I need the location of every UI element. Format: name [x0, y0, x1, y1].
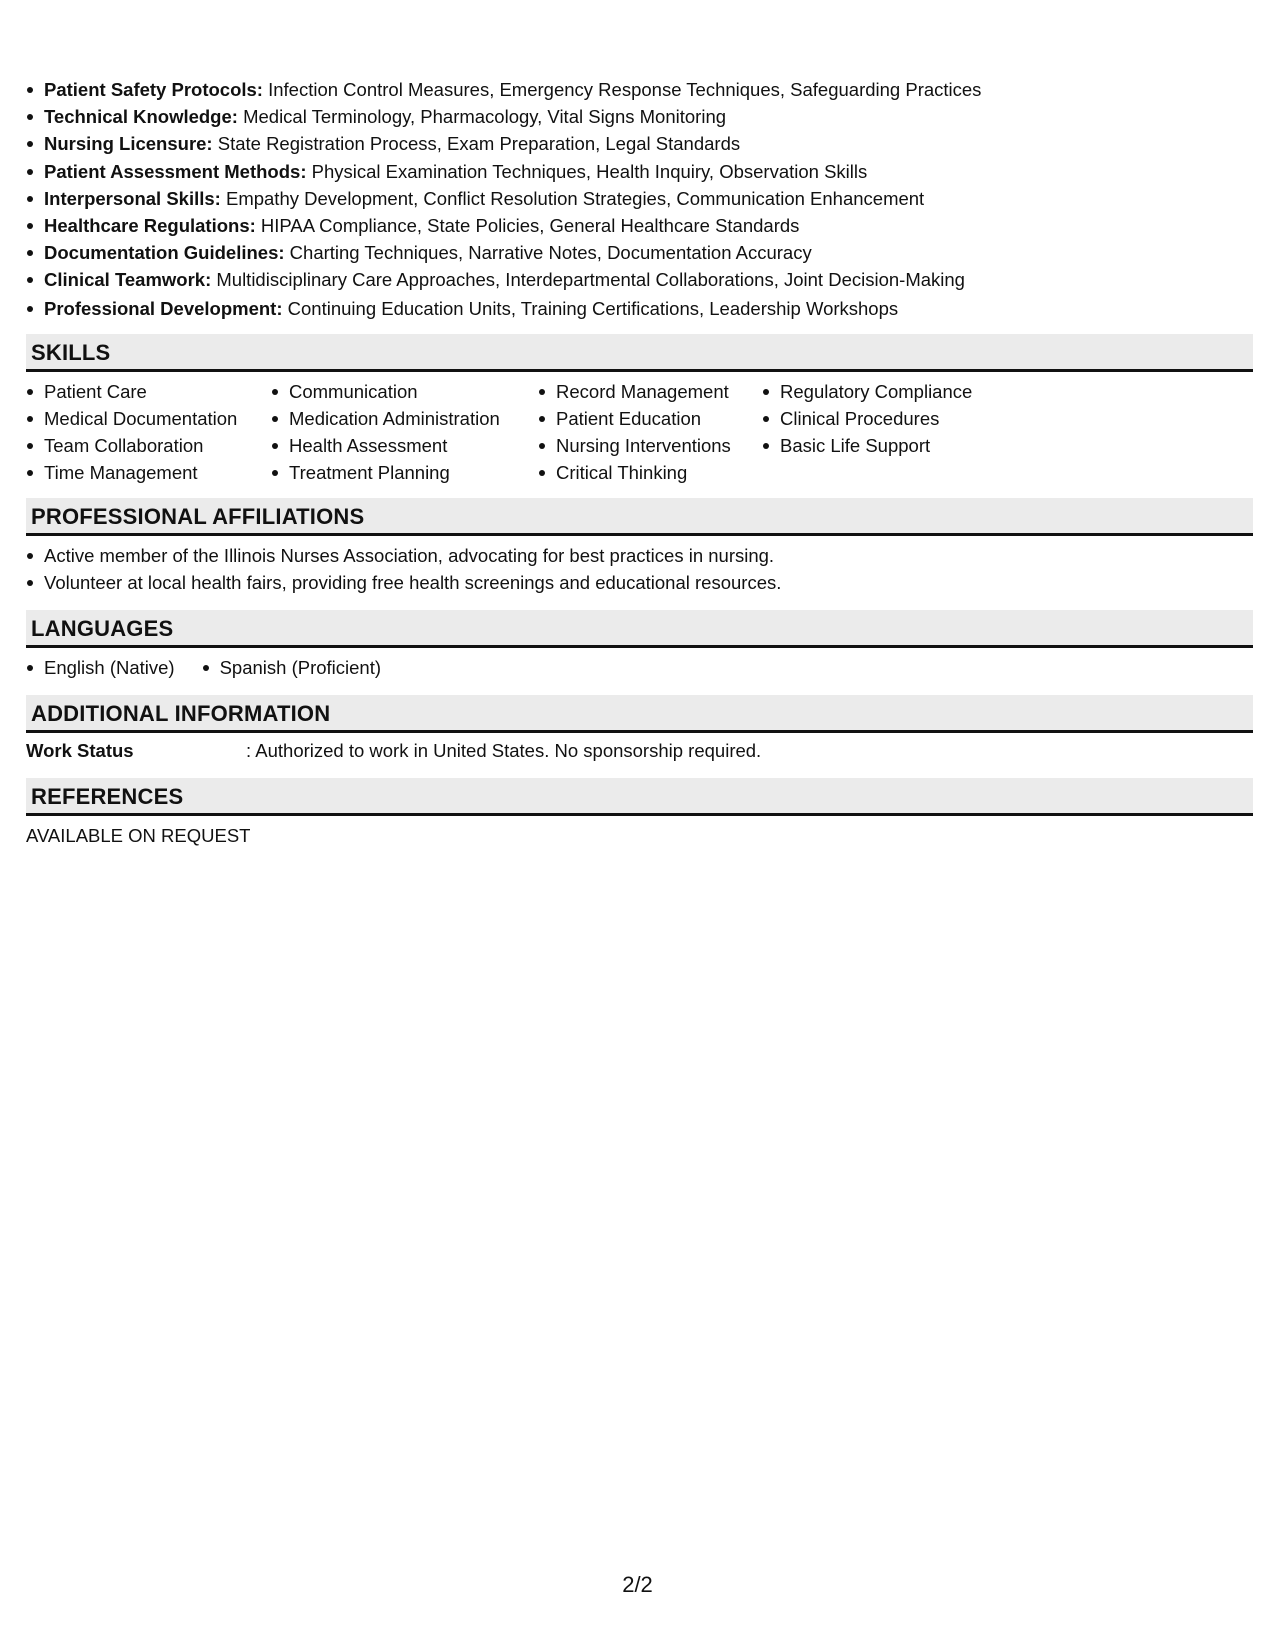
- skill-item: Health Assessment: [271, 432, 538, 459]
- skill-item: Medical Documentation: [26, 405, 271, 432]
- item-text: HIPAA Compliance, State Policies, General Healthcare Standards: [260, 215, 800, 237]
- item-text: Medical Terminology, Pharmacology, Vital Signs Monitoring: [243, 106, 727, 128]
- skill-item: Medication Administration: [271, 405, 538, 432]
- list-item: [26, 295, 1253, 322]
- item-text: Multidisciplinary Care Approaches, Interdepartmental Collaborations, Joint Decision-Making: [216, 269, 965, 291]
- item-text: Physical Examination Techniques, Health Inquiry, Observation Skills: [311, 160, 868, 182]
- list-item: [26, 130, 1253, 157]
- list-item: [26, 239, 1253, 266]
- item-label: Clinical Teamwork:: [44, 269, 212, 291]
- skills-column: [26, 378, 271, 486]
- skill-item: Regulatory Compliance: [762, 378, 1022, 405]
- item-label: Documentation Guidelines:: [44, 242, 285, 264]
- affiliations-section-header: [26, 498, 1253, 536]
- item-label: Patient Safety Protocols:: [44, 79, 263, 100]
- work-status-value: : Authorized to work in United States. No sponsorship required.: [246, 739, 762, 761]
- item-label: Interpersonal Skills:: [44, 187, 221, 209]
- skill-item: Clinical Procedures: [762, 405, 1022, 432]
- list-item: [26, 76, 1253, 103]
- item-label: Patient Assessment Methods:: [44, 160, 307, 182]
- page-number: 2/2: [622, 1572, 653, 1597]
- language-item: Spanish (Proficient): [202, 654, 381, 681]
- references-section-header: [26, 778, 1253, 816]
- affiliations-list: [26, 542, 1253, 596]
- work-status-row: [26, 737, 1253, 764]
- section-title: PROFESSIONAL AFFILIATIONS: [31, 503, 365, 529]
- item-text: State Registration Process, Exam Preparation, Legal Standards: [217, 133, 741, 155]
- work-status-label: Work Status: [26, 739, 134, 761]
- list-item: [26, 266, 1253, 293]
- item-text: Empathy Development, Conflict Resolution Strategies, Communication Enhancement: [225, 187, 925, 209]
- item-text: Infection Control Measures, Emergency Response Techniques, Safeguarding Practices: [268, 79, 982, 100]
- list-item: Volunteer at local health fairs, providing free health screenings and educational resources.: [26, 569, 1253, 596]
- skill-item: Patient Care: [26, 378, 271, 405]
- skill-item: Nursing Interventions: [538, 432, 762, 459]
- item-text: Continuing Education Units, Training Certifications, Leadership Workshops: [287, 297, 899, 319]
- skill-item: Time Management: [26, 459, 271, 486]
- skill-item: Treatment Planning: [271, 459, 538, 486]
- skills-column: [762, 378, 1022, 486]
- item-label: Professional Development:: [44, 297, 283, 319]
- item-label: Nursing Licensure:: [44, 133, 213, 155]
- item-label: Technical Knowledge:: [44, 106, 238, 128]
- list-item: [26, 212, 1253, 239]
- section-title: LANGUAGES: [31, 615, 174, 641]
- skills-column: [538, 378, 762, 486]
- skill-item: Team Collaboration: [26, 432, 271, 459]
- list-item: [26, 185, 1253, 212]
- section-title: REFERENCES: [31, 783, 184, 809]
- list-item: Active member of the Illinois Nurses Association, advocating for best practices in nursing.: [26, 542, 1253, 569]
- item-text: Charting Techniques, Narrative Notes, Documentation Accuracy: [289, 242, 812, 264]
- resume-page: [26, 76, 1253, 849]
- references-text: AVAILABLE ON REQUEST: [26, 824, 251, 846]
- skills-column: [271, 378, 538, 486]
- list-item: [26, 158, 1253, 185]
- languages-section-header: [26, 610, 1253, 648]
- skill-item: Communication: [271, 378, 538, 405]
- skills-section-header: [26, 334, 1253, 372]
- skill-item: Critical Thinking: [538, 459, 762, 486]
- coursework-list: [26, 76, 1253, 322]
- skill-item: Record Management: [538, 378, 762, 405]
- additional-info-section-header: [26, 695, 1253, 733]
- section-title: ADDITIONAL INFORMATION: [31, 700, 331, 726]
- skill-item: Patient Education: [538, 405, 762, 432]
- skill-item: Basic Life Support: [762, 432, 1022, 459]
- skills-grid: [26, 378, 1253, 486]
- item-label: Healthcare Regulations:: [44, 215, 256, 237]
- language-item: English (Native): [26, 654, 175, 681]
- languages-list: [26, 654, 1253, 681]
- list-item: [26, 103, 1253, 130]
- section-title: SKILLS: [31, 339, 111, 365]
